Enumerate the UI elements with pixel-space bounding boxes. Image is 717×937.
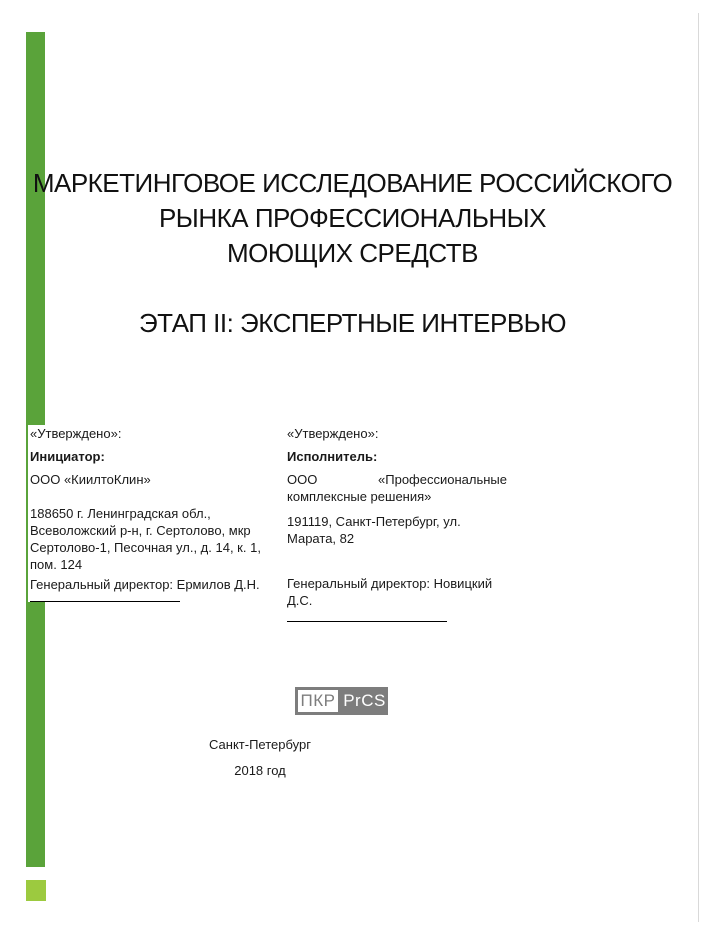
page-edge-line (698, 13, 699, 922)
initiator-director: Генеральный директор: Ермилов Д.Н. (30, 577, 260, 592)
approval-section (28, 425, 688, 608)
initiator-signature-line (30, 601, 180, 602)
title-spacer (30, 271, 675, 306)
executor-column (287, 425, 507, 622)
initiator-company-name: ООО «КиилтоКлин» (30, 472, 151, 487)
report-title (30, 166, 675, 341)
executor-approved-label: «Утверждено»: (287, 426, 379, 441)
executor-company-name: ООО «Профессиональные комплексные решения» (287, 472, 507, 504)
company-logo (295, 687, 388, 715)
report-subtitle: ЭТАП II: ЭКСПЕРТНЫЕ ИНТЕРВЬЮ (138, 308, 567, 338)
initiator-address: 188650 г. Ленинградская обл., Всеволожский р-н, г. Сертолово, мкр Сертолово-1, Песочная ул., д. 14, к. 1, пом. 124 (30, 506, 261, 572)
initiator-approved-label: «Утверждено»: (30, 426, 122, 441)
initiator-column (30, 425, 282, 602)
footer-year: 2018 год (234, 763, 286, 778)
green-accent-square (26, 880, 46, 901)
executor-address: 191119, Санкт-Петербург, ул. Марата, 82 (287, 514, 461, 546)
initiator-role-label: Инициатор: (30, 449, 105, 464)
title-line-3: МОЮЩИХ СРЕДСТВ (227, 238, 478, 268)
footer-city-year (0, 736, 520, 779)
logo-pkr-box: ПКР (295, 687, 341, 715)
executor-director: Генеральный директор: Новицкий Д.С. (287, 576, 493, 608)
logo-prcs-box: PrCS (341, 687, 388, 715)
title-line-2: РЫНКА ПРОФЕССИОНАЛЬНЫХ (158, 203, 547, 233)
footer-city: Санкт-Петербург (209, 737, 311, 752)
executor-signature-line (287, 621, 447, 622)
title-line-1: МАРКЕТИНГОВОЕ ИССЛЕДОВАНИЕ РОССИЙСКОГО (32, 168, 673, 198)
executor-role-label: Исполнитель: (287, 449, 378, 464)
